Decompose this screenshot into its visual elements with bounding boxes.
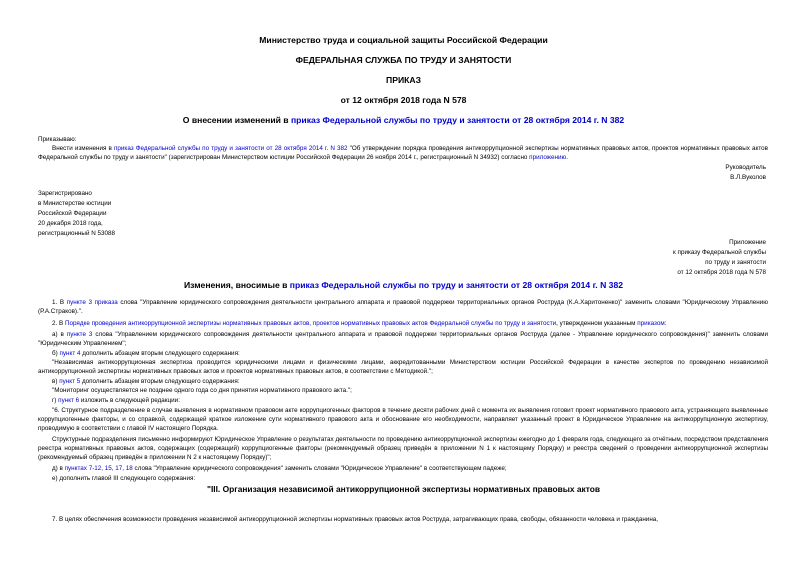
registration-line-1: Зарегистрировано [38, 190, 92, 197]
signer-role: Руководитель [725, 164, 766, 171]
order-title-text: О внесении изменений в [182, 115, 291, 125]
item-g-quote-2: Структурные подразделения письменно информируют Юридическое Управление о результатах деятельности по проведению антикоррупционной экспертизы ежегодно до 1 февраля года, следующего за отчётным, посредством представления реестра нормативных правовых актов, содержащих (содержащий) коррупциогенные факторы (рекомендуемый образец приведён в приложении N 1 к настоящему Порядку) и реестра сведений о проведении антикоррупционной экспертизы (рекомендуемый образец приведён в приложении N 2 к настоящему Порядку)"; [38, 436, 768, 461]
item-2-text-2: , утвержденном указанным [556, 320, 638, 327]
registration-line-2: в Министерстве юстиции [38, 200, 112, 207]
item-1-text-2: слова "Управление юридического сопровождения деятельности центрального аппарата и правовой поддержки территориальных органов Роструда (К.А.Харитоненко)" заменить словами "Юридическому Управлению (Р.А.Страков).". [38, 299, 768, 315]
order-paragraph [38, 144, 768, 162]
item-v-text-2: дополнить абзацем вторым следующего содержания: [80, 378, 240, 385]
appendix-line-4: от 12 октября 2018 года N 578 [677, 269, 766, 276]
order-382-link[interactable]: приказ Федеральной службы по труду и занятости от 28 октября 2014 г. N 382 [114, 145, 348, 152]
item-2-procedure-link[interactable]: Порядке проведения антикоррупционной экспертизы нормативных правовых актов, проектов нормативных правовых актов Федеральной службы по труду и занятости [64, 320, 557, 327]
item-v [38, 377, 768, 386]
order-title [0, 115, 807, 126]
appendix-line-2: к приказу Федеральной службы [673, 249, 766, 256]
item-g [38, 396, 768, 405]
section-heading: "III. Организация независимой антикоррупционной экспертизы нормативных правовых актов [206, 484, 600, 494]
service-heading: ФЕДЕРАЛЬНАЯ СЛУЖБА ПО ТРУДУ И ЗАНЯТОСТИ [295, 55, 512, 65]
item-d-link[interactable]: пунктах 7-12, 15, 17, 18 [64, 465, 133, 472]
appendix-title-text: Изменения, вносимые в [183, 280, 290, 290]
item-b [38, 349, 768, 358]
prikazyvayu-label: Приказываю: [38, 136, 77, 143]
item-a [38, 330, 768, 348]
item-v-text: в) [52, 378, 60, 385]
ministry-heading: Министерство труда и социальной защиты Российской Федерации [259, 35, 548, 45]
item-g-text: г) [52, 397, 59, 404]
item-1-order-link[interactable]: приказа [94, 299, 118, 306]
order-paragraph-end: . [566, 154, 568, 161]
appendix-line-3: по труду и занятости [705, 259, 766, 266]
item-2 [38, 319, 768, 328]
order-title-link[interactable]: приказ Федеральной службы по труду и занятости от 28 октября 2014 г. N 382 [290, 115, 625, 125]
item-g-text-2: изложить в следующей редакции: [79, 397, 180, 404]
item-1-punkt-link[interactable]: пункте 3 [66, 299, 92, 306]
order-date: от 12 октября 2018 года N 578 [340, 95, 467, 105]
item-2-order-link[interactable]: приказом [637, 320, 665, 327]
item-b-text: б) [52, 350, 60, 357]
appendix-line-1: Приложение [729, 239, 766, 246]
item-a-text: а) в [52, 331, 67, 338]
item-1-text: 1. В [52, 299, 67, 306]
item-a-link[interactable]: пункте 3 [66, 331, 93, 338]
appendix-link[interactable]: приложению [529, 154, 567, 161]
item-2-text: 2. В [52, 320, 65, 327]
item-b-quote: "Независимая антикоррупционная экспертиза проводится юридическими лицами и физическими лицами, аккредитованными Министерством юстиции Российской Федерации в качестве экспертов по проведению независимой антикоррупционной экспертизы нормативных правовых актов и проектов нормативных правовых актов, в соответствии с Методикой."; [38, 359, 768, 375]
item-d-text: д) в [52, 465, 65, 472]
order-paragraph-text-2: "Об утверждении порядка проведения антикоррупционной экспертизы нормативных правовых актов, проектов нормативных правовых актов Федеральной службы по труду и занятости" (зарегистрирован Министерством юстиции Российской Федерации 26 ноября 2014 г., регистрационный N 34932) согласно [38, 145, 768, 161]
item-d [38, 464, 768, 473]
appendix-title [0, 280, 807, 291]
item-g-link[interactable]: пункт 6 [58, 397, 80, 404]
item-a-text-2: слова "Управлением юридического сопровождения деятельности центрального аппарата и правовой поддержки территориальных органов Роструда (далее - Управление юридического сопровождения)" заменить словами "Юридическим Управлением"; [38, 331, 768, 347]
item-v-quote: "Мониторинг осуществляется не позднее одного года со дня принятия нормативного правового акта."; [52, 387, 352, 394]
registration-line-3: Российской Федерации [38, 210, 107, 217]
item-2-colon: : [664, 320, 667, 327]
item-b-link[interactable]: пункт 4 [59, 350, 81, 357]
registration-line-5: регистрационный N 53088 [38, 230, 116, 237]
order-heading: ПРИКАЗ [386, 75, 421, 85]
item-e: е) дополнить главой III следующего содержания: [52, 475, 196, 482]
item-b-text-2: дополнить абзацем вторым следующего содержания: [80, 350, 240, 357]
signer-name: В.Л.Вуколов [730, 174, 766, 181]
item-1 [38, 298, 768, 316]
item-v-link[interactable]: пункт 5 [59, 378, 81, 385]
item-g-quote-1: "6. Структурное подразделение в случае выявления в нормативном правовом акте коррупциогенных факторов в течение десяти рабочих дней с момента их выявления готовит проект нормативного правового акта, устраняющего выявленные коррупциогенные факторы, и со справкой, содержащей краткое изложение сути нормативного правового акта и обоснование его необходимости, направляет указанный проект в Юридическое Управление на антикоррупционную экспертизу, проводимую в соответствии с главой IV настоящего Порядка. [38, 407, 768, 432]
appendix-title-link[interactable]: приказ Федеральной службы по труду и занятости от 28 октября 2014 г. N 382 [289, 280, 624, 290]
item-d-text-2: слова "Управление юридического сопровождения" заменить словами "Юридическое Управление" в соответствующем падеже; [132, 465, 507, 472]
registration-line-4: 20 декабря 2018 года, [38, 220, 103, 227]
order-paragraph-text: Внести изменения в [52, 145, 114, 152]
item-7: 7. В целях обеспечения возможности проведения независимой антикоррупционной экспертизы нормативных правовых актов Роструда, затрагивающих права, свободы, обязанности человека и гражданина, [52, 516, 659, 523]
